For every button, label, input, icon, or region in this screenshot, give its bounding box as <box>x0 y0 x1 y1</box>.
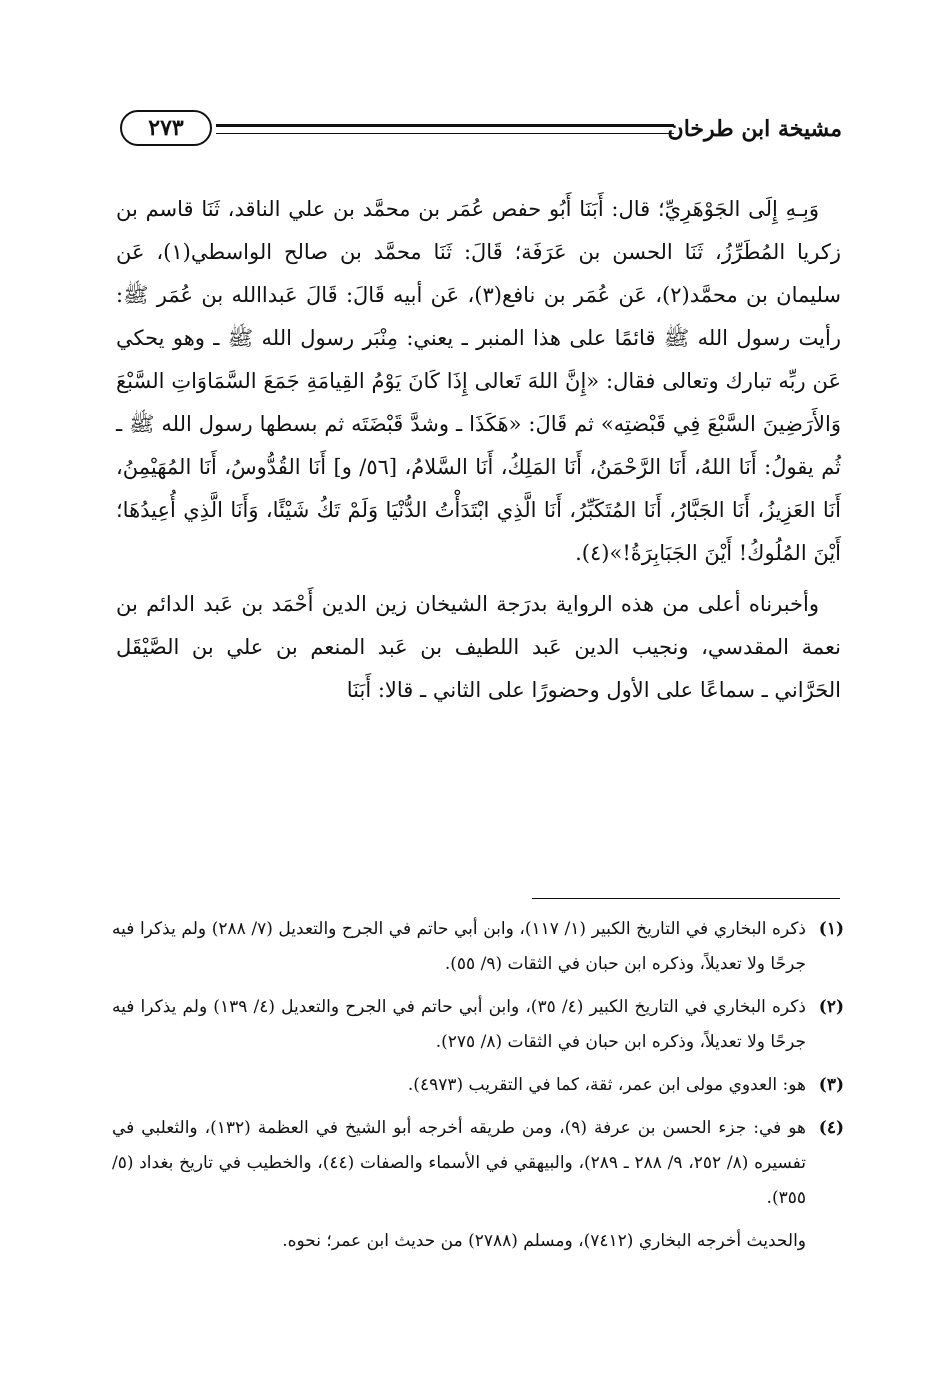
footnote-2 <box>112 990 844 1060</box>
page-header <box>120 108 842 158</box>
footnote-number: (٢) <box>818 997 844 1017</box>
footnotes <box>112 912 844 1259</box>
book-title: مشيخة ابن طرخان <box>667 116 842 142</box>
paragraph-1: وَبِـهِ إِلَى الجَوْهَرِيِّ؛ قال: أَبَنَا أَبُو حفص عُمَر بن محمَّد بن علي الناقد، ثَنَا قاسم بن زكريا المُطَرِّزُ، ثَنَا الحسن بن عَرَفَة؛ قَالَ: ثَنَا محمَّد بن صالح الواسطي(١)، عَن سليمان بن محمَّد(٢)، عَن عُمَر بن نافع(٣)، عَن أبيه قَالَ: قَالَ عَبداالله بن عُمَر ﷺ: رأيت رسول الله ﷺ قائمًا على هذا المنبر ـ يعني: مِنْبَر رسول الله ﷺ ـ وهو يحكي عَن ربِّه تبارك وتعالى فقال: «إِنَّ اللهَ تَعالى إِذَا كَانَ يَوْمُ القِيامَةِ جَمَعَ السَّمَاوَاتِ السَّبْعَ وَالأَرَضِينَ السَّبْعَ فِي قَبْضتِه» ثم قَالَ: «هَكَذَا ـ وشدَّ قَبْضَتَه ثم بسطها رسول الله ﷺ ـ ثُم يقولُ: أَنَا اللهُ، أَنَا الرَّحْمَنُ، أَنَا المَلِكُ، أَنَا السَّلامُ، [٥٦/ و] أَنَا القُدُّوسُ، أَنَا المُهَيْمِنُ، أَنَا العَزِيزُ، أَنَا الجَبَّارُ، أَنَا المُتَكَبِّرُ، أَنَا الَّذِي ابْتَدَأْتُ الدُّنْيَا وَلَمْ تَكُ شَيْئًا، وَأَنَا الَّذِي أُعِيدُهَا؛ أَيْنَ المُلُوكُ! أَيْنَ الجَبَابِرَةُ!»(٤). <box>116 197 842 565</box>
paragraph-2: وأخبرناه أعلى من هذه الرواية بدرَجة الشيخان زين الدين أَحْمَد بن عَبد الدائم بن نعمة المقدسي، ونجيب الدين عَبد اللطيف بن عَبد المنعم بن علي بن الصَّيْقَل الحَرَّاني ـ سماعًا على الأول وحضورًا على الثاني ـ قالا: أَبَنَا <box>116 592 841 702</box>
footnote-1 <box>112 912 844 982</box>
page-number: ٢٧٣ <box>120 110 212 146</box>
footnote-tail: والحديث أخرجه البخاري (٧٤١٢)، ومسلم (٢٧٨٨) من حديث ابن عمر؛ نحوه. <box>282 1231 806 1251</box>
footnote-number: (١) <box>818 919 844 939</box>
footnote-text: ذكره البخاري في التاريخ الكبير (٤/ ٣٥)، وابن أبي حاتم في الجرح والتعديل (٤/ ١٣٩) ولم يذكرا فيه جرحًا ولا تعديلاً، وذكره ابن حبان في الثقات (٨/ ٢٧٥). <box>112 997 806 1052</box>
main-text <box>116 188 841 712</box>
footnote-number: (٣) <box>818 1075 844 1095</box>
footnote-text: ذكره البخاري في التاريخ الكبير (١/ ١١٧)، وابن أبي حاتم في الجرح والتعديل (٧/ ٢٨٨) ولم يذكرا فيه جرحًا ولا تعديلاً، وذكره ابن حبان في الثقات (٩/ ٥٥). <box>112 919 806 974</box>
footnote-separator <box>532 898 840 899</box>
header-rule <box>216 124 674 134</box>
footnote-4 <box>112 1111 844 1216</box>
footnote-number: (٤) <box>818 1118 844 1138</box>
footnote-text: هو: العدوي مولى ابن عمر، ثقة، كما في التقريب (٤٩٧٣). <box>407 1075 806 1095</box>
footnote-3 <box>112 1068 844 1103</box>
footnote-text: هو في: جزء الحسن بن عرفة (٩)، ومن طريقه أخرجه أبو الشيخ في العظمة (١٣٢)، والثعلبي في تفسيره (٨/ ٢٥٢، ٩/ ٢٨٨ ـ ٢٨٩)، والبيهقي في الأسماء والصفات (٤٤)، والخطيب في تاريخ بغداد (٥/ ٣٥٥). <box>112 1118 806 1208</box>
